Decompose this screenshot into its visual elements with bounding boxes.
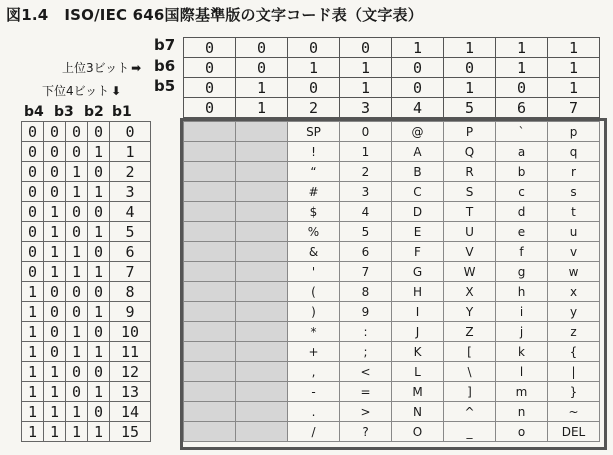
- lower-bit-cell: 0: [88, 202, 110, 222]
- lower-bit-cell: 0: [22, 142, 44, 162]
- char-cell: K: [392, 342, 444, 362]
- figure-number: 図1.4: [6, 6, 49, 24]
- lower-hex-cell: 7: [110, 262, 151, 282]
- lower-bit-cell: 1: [44, 242, 66, 262]
- upper-3bit-note-text: 上位3ビット: [62, 61, 130, 75]
- upper-bit-cell: 1: [236, 78, 288, 98]
- upper-bit-cell: 0: [288, 38, 340, 58]
- char-cell: DEL: [548, 422, 600, 442]
- char-cell: M: [392, 382, 444, 402]
- lower-bit-cell: 0: [44, 162, 66, 182]
- char-cell: 9: [340, 302, 392, 322]
- lower-hex-cell: 1: [110, 142, 151, 162]
- lower-hex-cell: 5: [110, 222, 151, 242]
- upper-hex-cell: 4: [392, 98, 444, 118]
- upper-bit-cell: 1: [340, 58, 392, 78]
- upper-bit-cell: 1: [548, 38, 600, 58]
- char-cell: T: [444, 202, 496, 222]
- upper-bit-cell: 1: [288, 58, 340, 78]
- char-cell: c: [496, 182, 548, 202]
- char-cell: =: [340, 382, 392, 402]
- char-cell: 3: [340, 182, 392, 202]
- bit-label-b6: b6: [154, 57, 176, 75]
- lower-bit-row: [22, 162, 151, 182]
- lower-bit-row: [22, 182, 151, 202]
- bit-header-b1: b1: [112, 104, 132, 120]
- char-cell: ~: [548, 402, 600, 422]
- upper-hex-cell: 7: [548, 98, 600, 118]
- char-cell: $: [288, 202, 340, 222]
- lower-bit-cell: 1: [88, 142, 110, 162]
- lower-bit-cell: 1: [22, 282, 44, 302]
- upper-hex-cell: 5: [444, 98, 496, 118]
- lower-bit-row: [22, 222, 151, 242]
- upper-bit-cell: 1: [496, 58, 548, 78]
- char-cell: ]: [444, 382, 496, 402]
- char-cell: ?: [340, 422, 392, 442]
- upper-bit-cell: 0: [392, 78, 444, 98]
- bit-label-b7: b7: [154, 36, 176, 54]
- char-cell: +: [288, 342, 340, 362]
- char-cell: u: [548, 222, 600, 242]
- char-cell: r: [548, 162, 600, 182]
- lower-bit-cell: 0: [88, 282, 110, 302]
- char-cell: w: [548, 262, 600, 282]
- char-cell: Q: [444, 142, 496, 162]
- char-cell: `: [496, 122, 548, 142]
- lower-bit-cell: 1: [22, 362, 44, 382]
- lower-bit-cell: 1: [88, 382, 110, 402]
- char-cell: E: [392, 222, 444, 242]
- char-cell: B: [392, 162, 444, 182]
- char-cell: ;: [340, 342, 392, 362]
- char-cell: f: [496, 242, 548, 262]
- char-cell: 0: [340, 122, 392, 142]
- char-cell: >: [340, 402, 392, 422]
- lower-bit-cell: 1: [44, 222, 66, 242]
- char-cell: ): [288, 302, 340, 322]
- lower-bit-cell: 1: [88, 182, 110, 202]
- char-cell: F: [392, 242, 444, 262]
- upper-bit-cell: 0: [184, 78, 236, 98]
- lower-bit-cell: 0: [22, 122, 44, 142]
- lower-bit-cell: 0: [66, 202, 88, 222]
- char-cell: 8: [340, 282, 392, 302]
- lower-bit-row: [22, 202, 151, 222]
- upper-hex-cell: 0: [184, 98, 236, 118]
- char-cell: 6: [340, 242, 392, 262]
- upper-bit-cell: 0: [184, 58, 236, 78]
- char-cell: -: [288, 382, 340, 402]
- lower-bit-cell: 1: [44, 202, 66, 222]
- upper-bit-cell: 0: [236, 38, 288, 58]
- char-cell: #: [288, 182, 340, 202]
- upper-bit-cell: 0: [340, 38, 392, 58]
- char-cell: t: [548, 202, 600, 222]
- upper-bit-cell: 1: [496, 38, 548, 58]
- upper-bit-cell: 0: [288, 78, 340, 98]
- lower-bit-cell: 0: [66, 142, 88, 162]
- lower-bit-cell: 1: [88, 262, 110, 282]
- lower-bit-cell: 0: [22, 242, 44, 262]
- lower-4bit-note-text: 下位4ビット: [42, 84, 110, 98]
- lower-hex-cell: 8: [110, 282, 151, 302]
- lower-bit-row: [22, 282, 151, 302]
- char-cell: j: [496, 322, 548, 342]
- upper-bit-cell: 1: [444, 38, 496, 58]
- lower-bit-cell: 0: [88, 242, 110, 262]
- char-cell: y: [548, 302, 600, 322]
- char-cell: Y: [444, 302, 496, 322]
- lower-bit-cell: 0: [88, 362, 110, 382]
- upper-hex-cell: 1: [236, 98, 288, 118]
- lower-bit-cell: 1: [66, 402, 88, 422]
- lower-hex-cell: 13: [110, 382, 151, 402]
- char-cell: I: [392, 302, 444, 322]
- lower-bit-cell: 1: [88, 302, 110, 322]
- lower-bit-cell: 0: [44, 142, 66, 162]
- lower-hex-cell: 11: [110, 342, 151, 362]
- char-cell: k: [496, 342, 548, 362]
- char-cell: 7: [340, 262, 392, 282]
- lower-bit-cell: 0: [22, 182, 44, 202]
- char-cell: 5: [340, 222, 392, 242]
- char-cell: o: [496, 422, 548, 442]
- char-cell: G: [392, 262, 444, 282]
- upper-hex-row: [184, 98, 600, 118]
- lower-bit-cell: 0: [88, 122, 110, 142]
- upper-bits-table: [183, 37, 600, 118]
- lower-bit-cell: 1: [44, 262, 66, 282]
- lower-bit-row: [22, 322, 151, 342]
- lower-bit-cell: 1: [88, 422, 110, 442]
- lower-bit-cell: 1: [22, 422, 44, 442]
- char-cell: x: [548, 282, 600, 302]
- lower-hex-cell: 2: [110, 162, 151, 182]
- char-cell: SP: [288, 122, 340, 142]
- lower-bit-row: [22, 262, 151, 282]
- char-cell: v: [548, 242, 600, 262]
- lower-bit-cell: 0: [22, 262, 44, 282]
- char-cell: R: [444, 162, 496, 182]
- upper-bit-cell: 1: [548, 58, 600, 78]
- lower-bit-cell: 0: [22, 162, 44, 182]
- upper-bit-cell: 1: [340, 78, 392, 98]
- lower-bit-cell: 1: [66, 422, 88, 442]
- upper-bit-cell: 0: [496, 78, 548, 98]
- upper-bit-cell: 1: [392, 38, 444, 58]
- lower-bit-row: [22, 382, 151, 402]
- char-cell: V: [444, 242, 496, 262]
- char-cell: _: [444, 422, 496, 442]
- down-arrow-icon: ⬇: [111, 84, 122, 98]
- lower-bit-cell: 0: [66, 302, 88, 322]
- char-cell: {: [548, 342, 600, 362]
- char-cell: P: [444, 122, 496, 142]
- upper-hex-cell: 3: [340, 98, 392, 118]
- lower-bit-cell: 1: [88, 222, 110, 242]
- upper-bit-cell: 1: [548, 78, 600, 98]
- lower-hex-cell: 4: [110, 202, 151, 222]
- char-cell: !: [288, 142, 340, 162]
- upper-bit-cell: 0: [236, 58, 288, 78]
- char-cell: <: [340, 362, 392, 382]
- lower-bit-row: [22, 122, 151, 142]
- upper-bit-cell: 1: [444, 78, 496, 98]
- lower-bit-cell: 1: [66, 242, 88, 262]
- char-cell: S: [444, 182, 496, 202]
- char-cell: \: [444, 362, 496, 382]
- lower-bit-cell: 0: [44, 282, 66, 302]
- char-cell: N: [392, 402, 444, 422]
- lower-bit-cell: 0: [66, 122, 88, 142]
- lower-bit-cell: 1: [66, 182, 88, 202]
- lower-hex-cell: 6: [110, 242, 151, 262]
- lower-bit-cell: 0: [66, 282, 88, 302]
- upper-bit-cell: 0: [184, 38, 236, 58]
- char-cell: |: [548, 362, 600, 382]
- lower-bit-cell: 1: [44, 382, 66, 402]
- char-cell: ,: [288, 362, 340, 382]
- lower-bit-cell: 0: [88, 402, 110, 422]
- char-cell: W: [444, 262, 496, 282]
- char-cell: q: [548, 142, 600, 162]
- lower-bit-cell: 1: [22, 302, 44, 322]
- upper-bit-cell: 0: [392, 58, 444, 78]
- lower-bit-cell: 0: [22, 222, 44, 242]
- lower-bit-cell: 1: [22, 342, 44, 362]
- lower-hex-cell: 12: [110, 362, 151, 382]
- char-cell: l: [496, 362, 548, 382]
- lower-bit-row: [22, 422, 151, 442]
- char-cell: ': [288, 262, 340, 282]
- lower-bit-cell: 1: [22, 402, 44, 422]
- lower-bit-cell: 1: [22, 322, 44, 342]
- figure-title: [6, 4, 423, 25]
- lower-bit-cell: 1: [44, 422, 66, 442]
- char-cell: A: [392, 142, 444, 162]
- lower-bit-cell: 1: [44, 362, 66, 382]
- char-cell: .: [288, 402, 340, 422]
- lower-bit-cell: 1: [66, 322, 88, 342]
- figure-caption: ISO/IEC 646国際基準版の文字コード表（文字表）: [64, 6, 423, 24]
- char-cell: J: [392, 322, 444, 342]
- upper-bit-row: [184, 78, 600, 98]
- char-cell: H: [392, 282, 444, 302]
- upper-bit-row: [184, 38, 600, 58]
- lower-4bit-note: [42, 82, 121, 99]
- bit-header-b3: b3: [54, 104, 74, 120]
- char-cell: O: [392, 422, 444, 442]
- char-cell: 1: [340, 142, 392, 162]
- char-cell: 2: [340, 162, 392, 182]
- char-cell: “: [288, 162, 340, 182]
- lower-hex-cell: 10: [110, 322, 151, 342]
- char-cell: b: [496, 162, 548, 182]
- lower-bit-cell: 0: [22, 202, 44, 222]
- char-cell: :: [340, 322, 392, 342]
- char-cell: X: [444, 282, 496, 302]
- char-cell: m: [496, 382, 548, 402]
- char-cell: @: [392, 122, 444, 142]
- char-cell: *: [288, 322, 340, 342]
- lower-bit-cell: 0: [44, 322, 66, 342]
- char-cell: n: [496, 402, 548, 422]
- lower-bit-cell: 0: [44, 182, 66, 202]
- lower-bit-row: [22, 142, 151, 162]
- lower-bits-table: [21, 121, 151, 442]
- lower-bit-row: [22, 302, 151, 322]
- lower-bit-row: [22, 362, 151, 382]
- char-cell: }: [548, 382, 600, 402]
- lower-bit-cell: 0: [88, 322, 110, 342]
- upper-3bit-note: [62, 59, 141, 76]
- char-cell: p: [548, 122, 600, 142]
- lower-bit-cell: 0: [88, 162, 110, 182]
- char-cell: h: [496, 282, 548, 302]
- char-cell: /: [288, 422, 340, 442]
- lower-bit-cell: 0: [66, 362, 88, 382]
- bit-header-b4: b4: [24, 104, 44, 120]
- lower-bit-cell: 1: [66, 342, 88, 362]
- lower-bit-cell: 1: [88, 342, 110, 362]
- char-cell: ^: [444, 402, 496, 422]
- lower-bit-row: [22, 402, 151, 422]
- character-grid-frame: [180, 118, 607, 450]
- bit-label-b5: b5: [154, 77, 176, 95]
- upper-hex-cell: 2: [288, 98, 340, 118]
- lower-bit-cell: 1: [66, 162, 88, 182]
- right-arrow-icon: ➡: [131, 61, 142, 75]
- char-cell: (: [288, 282, 340, 302]
- char-cell: U: [444, 222, 496, 242]
- upper-bit-cell: 0: [444, 58, 496, 78]
- lower-bit-cell: 1: [66, 262, 88, 282]
- char-cell: a: [496, 142, 548, 162]
- lower-bit-cell: 0: [66, 382, 88, 402]
- lower-bit-cell: 0: [44, 122, 66, 142]
- char-cell: g: [496, 262, 548, 282]
- char-cell: &: [288, 242, 340, 262]
- lower-bit-cell: 0: [44, 342, 66, 362]
- char-cell: s: [548, 182, 600, 202]
- bit-header-b2: b2: [84, 104, 104, 120]
- lower-bit-cell: 1: [22, 382, 44, 402]
- lower-bit-row: [22, 242, 151, 262]
- lower-bit-cell: 1: [44, 402, 66, 422]
- char-cell: i: [496, 302, 548, 322]
- lower-hex-cell: 14: [110, 402, 151, 422]
- lower-hex-cell: 15: [110, 422, 151, 442]
- char-cell: [: [444, 342, 496, 362]
- lower-hex-cell: 0: [110, 122, 151, 142]
- char-cell: Z: [444, 322, 496, 342]
- char-cell: z: [548, 322, 600, 342]
- char-cell: %: [288, 222, 340, 242]
- lower-hex-cell: 9: [110, 302, 151, 322]
- char-cell: 4: [340, 202, 392, 222]
- char-cell: C: [392, 182, 444, 202]
- char-cell: d: [496, 202, 548, 222]
- char-cell: e: [496, 222, 548, 242]
- lower-bit-row: [22, 342, 151, 362]
- lower-hex-cell: 3: [110, 182, 151, 202]
- char-cell: D: [392, 202, 444, 222]
- char-cell: L: [392, 362, 444, 382]
- lower-bit-cell: 0: [66, 222, 88, 242]
- upper-bit-row: [184, 58, 600, 78]
- upper-hex-cell: 6: [496, 98, 548, 118]
- lower-bit-cell: 0: [44, 302, 66, 322]
